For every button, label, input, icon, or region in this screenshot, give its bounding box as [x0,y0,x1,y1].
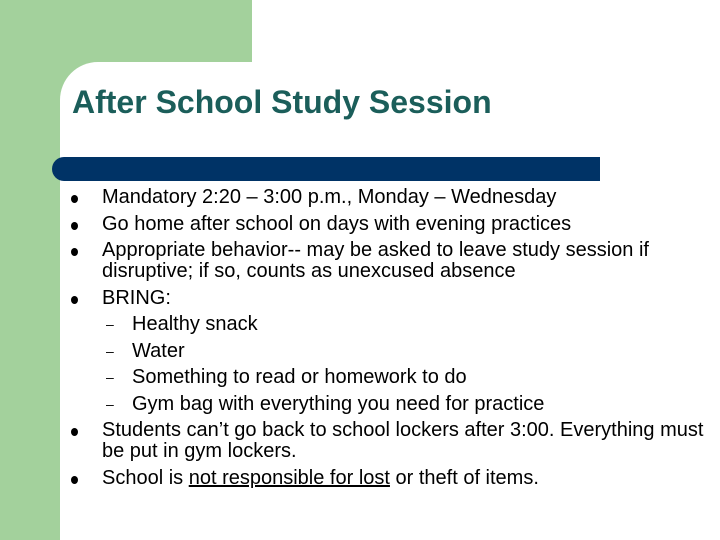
last-bullet-underlined: not responsible for lost [188,466,390,489]
green-band-left [0,0,60,540]
bullet-item: Appropriate behavior-- may be asked to leave study session if disruptive; if so, counts as unexcused absence [68,240,708,282]
slide-title: After School Study Session [72,84,492,120]
bring-sublist [102,314,708,415]
sub-bullet-item: – Water [102,341,708,362]
sub-bullet-item: – Something to read or homework to do [102,367,708,388]
bullet-list [68,187,708,494]
bullet-item-bring [68,288,708,415]
last-bullet-before: School is [102,466,189,489]
bullet-item-last [68,468,708,489]
bullet-item: Mandatory 2:20 – 3:00 p.m., Monday – Wednesday [68,187,708,208]
bullet-item: Go home after school on days with evening practices [68,214,708,235]
title-divider-bar [52,157,600,181]
last-bullet-after: or theft of items. [389,466,539,489]
bullet-item: Students can’t go back to school lockers after 3:00. Everything must be put in gym lockers. [68,420,708,462]
sub-bullet-item: – Gym bag with everything you need for practice [102,394,708,415]
bring-label: BRING: [102,286,171,309]
sub-bullet-item: – Healthy snack [102,314,708,335]
